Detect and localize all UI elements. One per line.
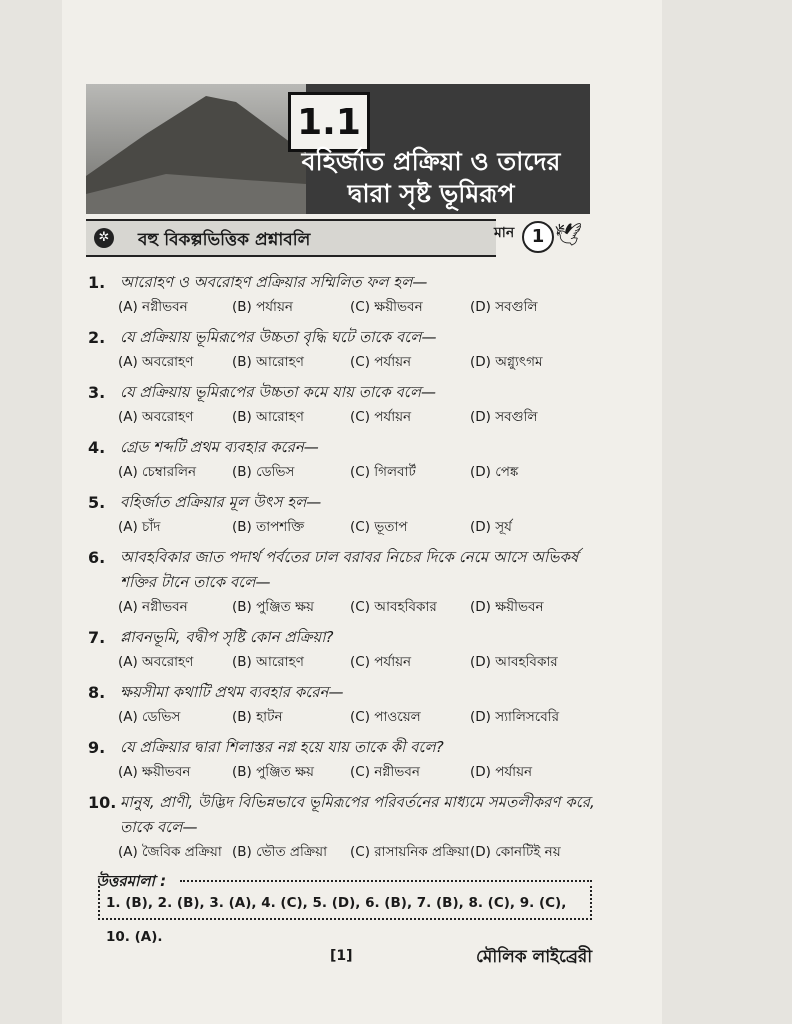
option-d: (D) স্যালিসবেরি <box>470 709 560 725</box>
option-d: (D) সবগুলি <box>470 409 538 425</box>
question-text: যে প্রক্রিয়ায় ভূমিরূপের উচ্চতা কমে যায় তাকে বলে— <box>120 383 437 401</box>
question-text: আবহবিকার জাত পদার্থ পর্বতের ঢাল বরাবর নিচের দিকে নেমে আসে অভিকর্ষ শক্তির টানে তাকে বলে— <box>120 548 579 591</box>
question-text: যে প্রক্রিয়ার দ্বারা শিলাস্তর নগ্ন হয়ে যায় তাকে কী বলে? <box>120 738 444 756</box>
question-number: 4. <box>88 438 106 457</box>
option-a: (A) নগ্নীভবন <box>118 299 188 315</box>
question-text: মানুষ, প্রাণী, উদ্ভিদ বিভিন্নভাবে ভূমিরূপের পরিবর্তনের মাধ্যমে সমতলীকরণ করে, তাকে বলে— <box>120 793 595 836</box>
option-b: (B) আরোহণ <box>232 354 304 370</box>
question-text: প্লাবনভূমি, বদ্বীপ সৃষ্টি কোন প্রক্রিয়া? <box>120 628 334 646</box>
section-header <box>86 219 496 257</box>
question-text: বহির্জাত প্রক্রিয়ার মূল উৎস হল— <box>120 493 322 511</box>
answer-key-divider <box>180 880 592 882</box>
question-number: 1. <box>88 273 106 292</box>
question-item <box>88 790 608 864</box>
section-title: বহু বিকল্পভিত্তিক প্রশ্নাবলি <box>138 230 311 250</box>
question-item <box>88 380 608 429</box>
question-item <box>88 545 608 619</box>
option-c: (C) আবহবিকার <box>350 599 437 615</box>
option-b: (B) পুঞ্জিত ক্ষয় <box>232 764 314 780</box>
question-item <box>88 680 608 729</box>
option-d: (D) অগ্ন্যুৎগম <box>470 354 543 370</box>
question-number: 9. <box>88 738 106 757</box>
option-c: (C) ক্ষয়ীভবন <box>350 299 423 315</box>
marks-label: মান <box>494 225 515 241</box>
mountain-illustration <box>86 84 306 214</box>
question-number: 6. <box>88 548 106 567</box>
question-number: 8. <box>88 683 106 702</box>
option-d: (D) পর্যায়ন <box>470 764 533 780</box>
question-text: যে প্রক্রিয়ায় ভূমিরূপের উচ্চতা বৃদ্ধি ঘটে তাকে বলে— <box>120 328 437 346</box>
marks-value: 1 <box>522 221 554 253</box>
question-item <box>88 270 608 319</box>
page-number: [1] <box>330 948 353 964</box>
option-a: (A) ক্ষয়ীভবন <box>118 764 191 780</box>
option-c: (C) পর্যায়ন <box>350 654 412 670</box>
publisher-name: মৌলিক লাইব্রেরী <box>476 947 593 967</box>
answer-key: 1. (B), 2. (B), 3. (A), 4. (C), 5. (D), 6. (B), 7. (B), 8. (C), 9. (C), 10. (A). <box>98 886 592 920</box>
option-d: (D) কোনটিই নয় <box>470 844 561 860</box>
question-text: আরোহণ ও অবরোহণ প্রক্রিয়ার সম্মিলিত ফল হল— <box>120 273 428 291</box>
option-c: (C) ভূতাপ <box>350 519 408 535</box>
option-d: (D) সূর্য <box>470 519 512 535</box>
question-item <box>88 735 608 784</box>
option-b: (B) আরোহণ <box>232 409 304 425</box>
option-b: (B) হাটন <box>232 709 283 725</box>
option-b: (B) পুঞ্জিত ক্ষয় <box>232 599 314 615</box>
gear-icon: ✲ <box>94 228 114 248</box>
chapter-title <box>276 146 586 212</box>
option-d: (D) পেঙ্ক <box>470 464 519 480</box>
option-c: (C) গিলবার্ট <box>350 464 416 480</box>
question-item <box>88 435 608 484</box>
option-c: (C) রাসায়নিক প্রক্রিয়া <box>350 844 470 860</box>
chapter-title-line2: দ্বারা সৃষ্ট ভূমিরূপ <box>347 179 515 208</box>
question-number: 5. <box>88 493 106 512</box>
option-c: (C) পাওয়েল <box>350 709 421 725</box>
question-item <box>88 325 608 374</box>
option-a: (A) অবরোহণ <box>118 409 194 425</box>
question-item <box>88 490 608 539</box>
option-c: (C) পর্যায়ন <box>350 354 412 370</box>
option-a: (A) চাঁদ <box>118 519 161 535</box>
bird-icon: 🕊 <box>554 223 582 248</box>
question-item <box>88 625 608 674</box>
option-a: (A) অবরোহণ <box>118 654 194 670</box>
chapter-number: 1.1 <box>288 92 370 152</box>
chapter-title-line1: বহির্জাত প্রক্রিয়া ও তাদের <box>301 147 561 176</box>
question-text: গ্রেড শব্দটি প্রথম ব্যবহার করেন— <box>120 438 319 456</box>
option-d: (D) আবহবিকার <box>470 654 558 670</box>
question-text: ক্ষয়সীমা কথাটি প্রথম ব্যবহার করেন— <box>120 683 344 701</box>
option-a: (A) চেম্বারলিন <box>118 464 197 480</box>
option-d: (D) সবগুলি <box>470 299 538 315</box>
option-b: (B) পর্যায়ন <box>232 299 293 315</box>
chapter-banner <box>86 84 590 214</box>
question-number: 2. <box>88 328 106 347</box>
option-b: (B) ভৌত প্রক্রিয়া <box>232 844 327 860</box>
question-number: 3. <box>88 383 106 402</box>
question-number: 7. <box>88 628 106 647</box>
question-number: 10. <box>88 793 117 812</box>
option-b: (B) আরোহণ <box>232 654 304 670</box>
marks-badge <box>486 217 590 255</box>
option-d: (D) ক্ষয়ীভবন <box>470 599 544 615</box>
option-b: (B) ডেভিস <box>232 464 295 480</box>
answer-key-label: উত্তরমালা : <box>96 872 167 890</box>
option-a: (A) জৈবিক প্রক্রিয়া <box>118 844 222 860</box>
option-b: (B) তাপশক্তি <box>232 519 305 535</box>
option-c: (C) পর্যায়ন <box>350 409 412 425</box>
option-a: (A) অবরোহণ <box>118 354 194 370</box>
question-list <box>88 270 608 870</box>
option-a: (A) ডেভিস <box>118 709 181 725</box>
option-c: (C) নগ্নীভবন <box>350 764 420 780</box>
option-a: (A) নগ্নীভবন <box>118 599 188 615</box>
